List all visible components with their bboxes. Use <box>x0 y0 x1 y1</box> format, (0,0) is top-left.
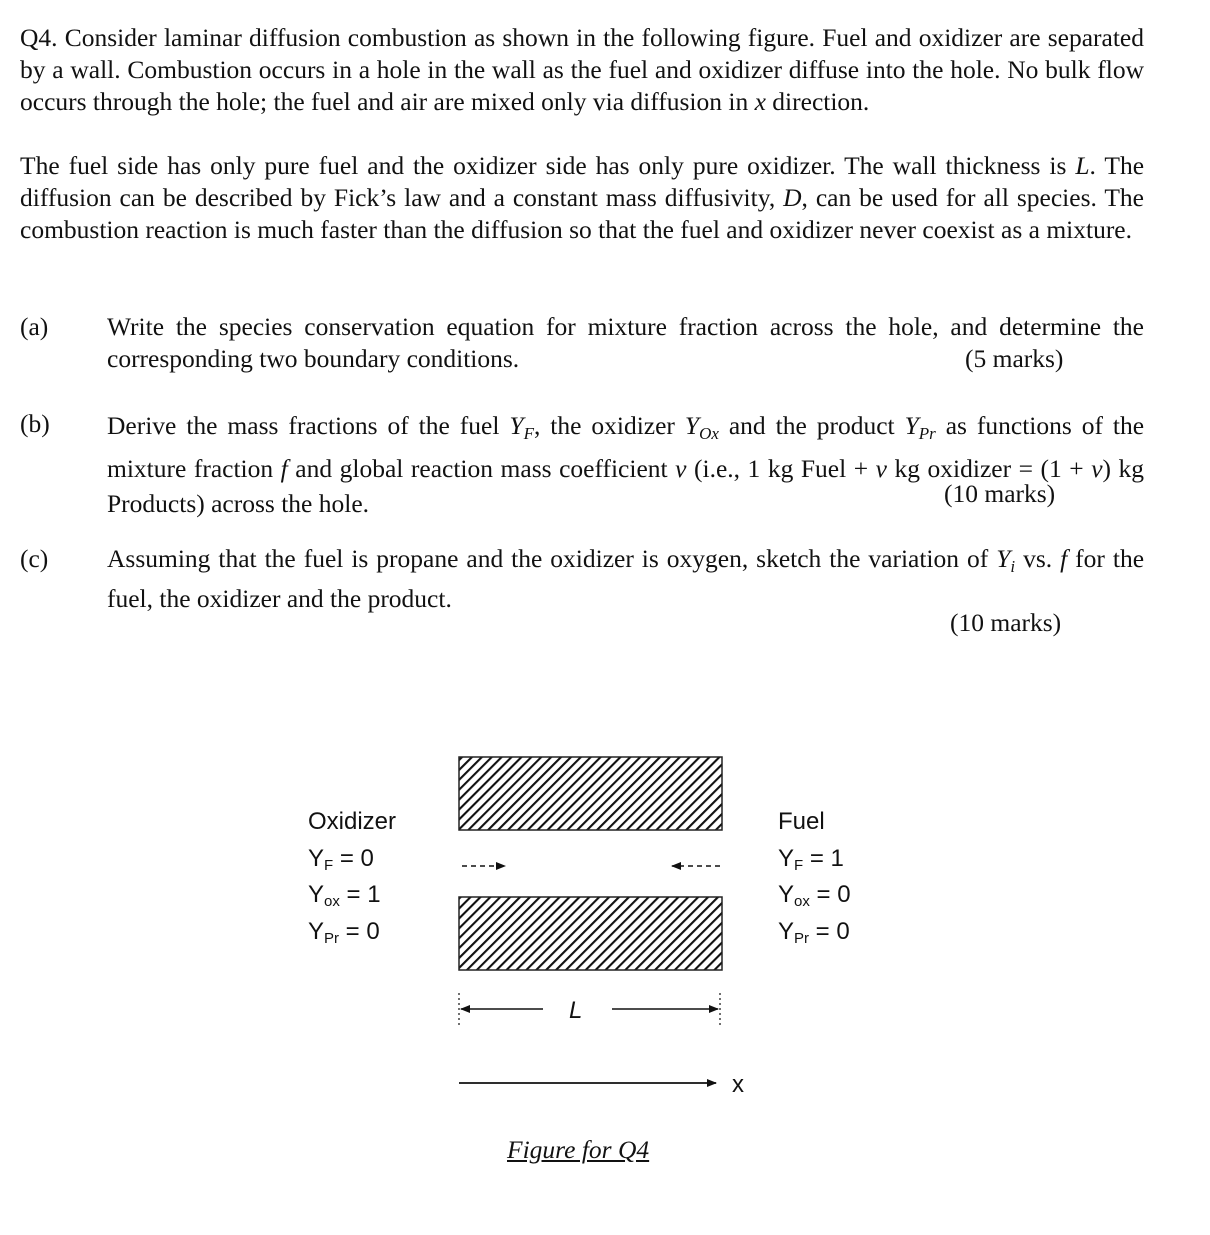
intro-2c: , can be used for all species. The combustion reaction is much faster than the diffusion so that the fuel and oxidizer never coexist as a mixture. <box>20 183 1144 244</box>
ypr-symbol: Y <box>904 411 919 440</box>
part-a-text: Write the species conservation equation for mixture fraction across the hole, and determine the corresponding two boundary conditions. <box>107 312 1144 373</box>
part-b-t7: kg oxidizer = (1 + <box>894 454 1084 483</box>
ypr-subscript: Pr <box>918 424 936 443</box>
fu-yox-sub: ox <box>794 893 810 910</box>
oxidizer-title: Oxidizer <box>308 808 397 835</box>
ox-yox-sub: ox <box>324 893 340 910</box>
fu-yf-symbol: Y <box>778 845 795 872</box>
yox-symbol: Y <box>684 411 700 440</box>
ox-yf-val: = 0 <box>333 845 374 872</box>
part-b-t6: (i.e., 1 kg Fuel + <box>694 454 869 483</box>
part-c-t3: for the fuel, the oxidizer and the product. <box>107 544 1145 613</box>
intro-2b: . The diffusion can be described by Fick’s law and a constant mass diffusivity, <box>20 151 1145 212</box>
part-c-label: (c) <box>20 544 49 573</box>
intro-1-end: direction. <box>772 87 870 116</box>
fu-ypr-symbol: Y <box>778 918 795 945</box>
lower-wall <box>459 897 722 970</box>
yox-subscript: Ox <box>699 424 719 443</box>
ox-yf-symbol: Y <box>308 845 325 872</box>
part-b-t4: as functions of the mixture fraction <box>107 411 1145 483</box>
fu-ypr-sub: Pr <box>794 930 810 947</box>
part-b-f: f <box>280 454 288 483</box>
intro-1-text: Q4. Consider laminar diffusion combustion as shown in the following figure. Fuel and oxidizer are separated by a wall. Combustion occurs in a hole in the wall as the fuel and oxidizer diffuse into the hole. No bulk flow occurs through the hole; the fuel and air are mixed only via diffusion in <box>20 23 1144 116</box>
part-c-marks: (10 marks) <box>950 608 1062 637</box>
yi-symbol: Y <box>996 544 1011 573</box>
intro-2-L: L <box>1075 151 1090 180</box>
fu-yox-val: = 0 <box>809 881 851 908</box>
fu-ypr-val: = 0 <box>809 918 850 945</box>
fu-yox-symbol: Y <box>778 881 795 908</box>
part-c-t1: Assuming that the fuel is propane and the oxidizer is oxygen, sketch the variation of <box>107 544 989 573</box>
ox-yox-val: = 1 <box>339 881 381 908</box>
intro-2a: The fuel side has only pure fuel and the oxidizer side has only pure oxidizer. The wall thickness is <box>20 151 1067 180</box>
upper-wall <box>459 757 722 830</box>
ox-yf-sub: F <box>324 857 334 874</box>
ox-ypr-sub: Pr <box>324 930 340 947</box>
part-b-t1: Derive the mass fractions of the fuel <box>107 411 500 440</box>
part-c-t2: vs. <box>1023 544 1053 573</box>
part-b-marks: (10 marks) <box>944 479 1056 508</box>
fuel-title: Fuel <box>778 808 825 835</box>
thickness-label: L <box>569 997 583 1024</box>
oxidizer-yf <box>308 845 374 880</box>
part-b-t8: ) kg Products) across the hole. <box>107 454 1145 518</box>
figure-caption: Figure for Q4 <box>507 1135 650 1164</box>
x-axis-label: x <box>732 1071 744 1098</box>
part-b-t3: and the product <box>728 411 895 440</box>
fu-yf-val: = 1 <box>803 845 844 872</box>
part-b-label: (b) <box>20 409 50 438</box>
ox-yox-symbol: Y <box>308 881 325 908</box>
part-b-nu: v <box>675 454 687 483</box>
intro-2-D: D <box>783 183 802 212</box>
intro-1-var: x <box>754 87 766 116</box>
part-a-marks: (5 marks) <box>965 344 1064 373</box>
part-b-nu2: v <box>875 454 887 483</box>
ox-ypr-val: = 0 <box>339 918 380 945</box>
part-a-label: (a) <box>20 312 49 341</box>
ox-ypr-symbol: Y <box>308 918 325 945</box>
yi-subscript: i <box>1010 557 1016 576</box>
part-c-f: f <box>1060 544 1068 573</box>
oxidizer-yox <box>308 881 381 916</box>
fuel-ypr <box>778 918 850 953</box>
yf-symbol: Y <box>509 411 524 440</box>
fuel-yf <box>778 845 844 880</box>
yf-subscript: F <box>523 424 534 443</box>
fu-yf-sub: F <box>794 857 804 874</box>
fuel-yox <box>778 881 851 916</box>
part-b-t2: , the oxidizer <box>533 411 675 440</box>
oxidizer-ypr <box>308 918 380 953</box>
part-b-nu3: v <box>1091 454 1103 483</box>
part-b-t5: and global reaction mass coefficient <box>295 454 668 483</box>
